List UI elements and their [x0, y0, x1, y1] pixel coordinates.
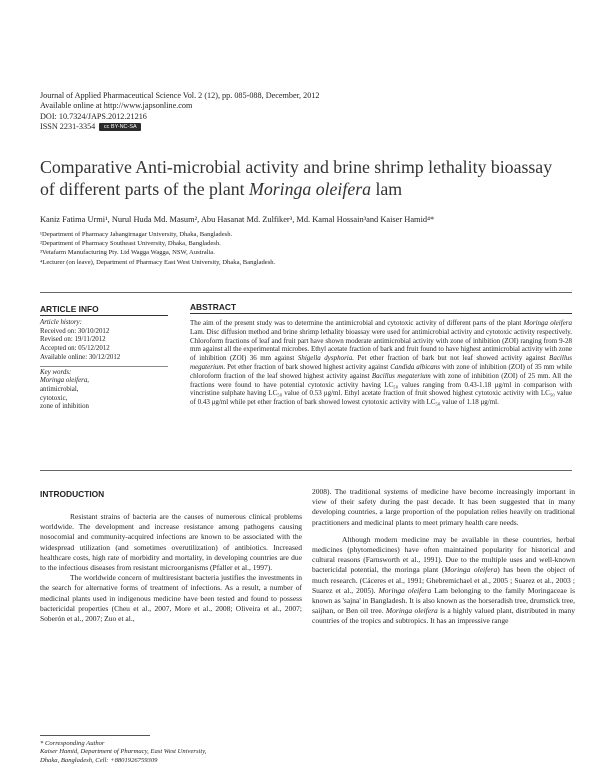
abstract-text: Lam. Disc diffusion method and brine shrimp lethality bioassay were used for antimicrobial activity and cytotoxic activity respectively. Chloroform fractions of leaf and fruit part have shown moderate antimicrobial activity with zone of inhibition (ZOI) ranging from 9-28 mm against all the experimental microbes. Ethyl acetate fraction of bark and fruit found to have highest antimicrobial activity with zone of inhibition (ZOI) 36 mm against: [190, 327, 572, 363]
intro-paragraph: [312, 535, 575, 627]
abstract-body: [190, 319, 572, 407]
keyword: cytotoxic,: [40, 394, 68, 402]
info-divider: [40, 366, 168, 367]
abstract-species: Shigella dysphoria.: [297, 354, 354, 363]
corresponding-author-footnote: [40, 740, 280, 765]
affiliation-3: ³Vetafarm Manufacturing Pty. Ltd Wagga Wagga, NSW, Australia.: [40, 249, 215, 257]
footnote-label: * Corresponding Author: [40, 740, 105, 747]
abstract-text: with zone of inhibition (ZOI) of 35 mm while chloroform fraction of the leaf showed highest activity against: [190, 362, 572, 380]
journal-issn-row: [40, 122, 440, 132]
intro-species: Moringa oleifera: [378, 585, 432, 595]
author-list: Kaniz Fatima Urmi¹, Nurul Huda Md. Masum², Abu Hasanat Md. Zulfiker³, Md. Kamal Hossain³and Kaiser Hamid⁴*: [40, 215, 435, 224]
footnote-line: Dhaka, Bangladesh, Cell: +8801926759309: [40, 756, 158, 764]
accepted-date: Accepted on: 05/12/2012: [40, 345, 110, 353]
footnote-line: Kaiser Hamid, Department of Pharmacy, East West University,: [40, 748, 207, 756]
keyword: Moringa oleifera,: [40, 377, 89, 385]
affiliation-1: ¹Department of Pharmacy Jahangirnagar University, Dhaka, Bangladesh.: [40, 231, 233, 238]
keywords-label: Key words:: [40, 368, 72, 376]
abstract-species: Candida albicans: [390, 362, 441, 371]
affiliations: [40, 230, 580, 267]
title-main: Comparative Anti-microbial activity and brine shrimp lethality bioassay of different parts of the plant: [40, 157, 553, 199]
article-info-heading: ARTICLE INFO: [40, 304, 99, 314]
journal-url[interactable]: Available online at http://www.japsonline.com: [40, 101, 193, 111]
abstract-species: Bacillus megaterium: [371, 371, 431, 380]
abstract-text: with zone of inhibition (ZOI) of 25 mm. All the fractions were found to have potential cytotoxic activity having LC₅₀ values ranging from 0.43-1.18 μg/ml in comparison with vincristine sulphate having LC₅₀ value of 0.53 μg/ml. Ethyl acetate fraction of fruit showed highest cytotoxic activity with LC₅₀ value of 0.43 μg/ml while pet ether fraction of bark showed lowest cytotoxic activity with LC₅₀ value of 1.18 μg/ml.: [190, 371, 573, 407]
abstract-species: Moringa oleifera: [523, 319, 572, 327]
paper-title: [40, 156, 570, 200]
body-column-left: [40, 512, 302, 624]
journal-header: [40, 91, 440, 132]
journal-doi[interactable]: DOI: 10.7324/JAPS.2012.21216: [40, 111, 147, 121]
license-badge[interactable]: cc BY-NC-SA: [99, 123, 141, 131]
body-column-right: [312, 487, 575, 627]
journal-citation: Journal of Applied Pharmaceutical Science Vol. 2 (12), pp. 085-088, December, 2012: [40, 91, 320, 100]
abstract-rule: [190, 313, 572, 314]
intro-text: Lam belonging to the family Moringaceae is known as 'sajna' in Bangladesh. It is also known as the horseradish tree, drumstick tree, saijhan, or Ben oil tree.: [312, 585, 576, 616]
top-divider: [40, 292, 572, 293]
abstract-text: Pet ether fraction of bark but not leaf showed activity against: [354, 354, 550, 363]
article-info: [40, 319, 168, 412]
abstract-text: Pet ether fraction of bark showed highest activity against: [225, 362, 391, 371]
revised-date: Revised on: 19/11/2012: [40, 336, 106, 344]
affiliation-4: ⁴Lecturer (on leave), Department of Pharmacy East West University, Dhaka, Bangladesh.: [40, 258, 276, 266]
keyword: zone of inhibition: [40, 403, 89, 411]
footnote-rule: [40, 735, 150, 736]
title-species: Moringa oleifera: [249, 179, 372, 199]
intro-paragraph: The worldwide concern of multiresistant bacteria justifies the investments in the search for alternative forms of treatment of infections. As a result, a number of medicinal plants used in indigenous medicine have been tested and found to possess bactericidal properties (Cheu et al., 2007, More et al., 2008; Oliveira et al., 2007; Soberón et al., 2007; Zuo et al.,: [40, 573, 302, 624]
intro-text: Although modern medicine may be available in these countries, herbal medicines (phytomedicines) have often maintained popularity for historical and cultural reasons (Farnsworth et al., 1991). Due to the multiple uses and well-known bactericidal potential, the moringa plant (: [312, 534, 575, 575]
intro-text: is a highly valued plant, distributed in many countries of the tropics and subtropics. It has an impressive range: [312, 606, 575, 626]
keyword: antimicrobial,: [40, 385, 79, 393]
introduction-heading: INTRODUCTION: [40, 489, 105, 499]
intro-paragraph: 2008). The traditional systems of medicine have become increasingly important in view of their safety during the past decade. It has been suggested that in many developing countries, a large proportion of the population relies heavily on traditional practitioners and medicinal plants to meet primary health care needs.: [312, 487, 575, 527]
title-tail: lam: [371, 179, 403, 199]
intro-species: Moringa oleifera: [444, 565, 498, 575]
article-info-rule: [40, 315, 168, 316]
bottom-divider: [40, 470, 572, 471]
available-date: Available online: 30/12/2012: [40, 353, 121, 361]
received-date: Received on: 30/10/2012: [40, 327, 110, 335]
intro-species: Moringa oleifera: [385, 606, 438, 616]
intro-text: ) has been the object of much research. (Cáceres et al., 1991; Ghebremichael et al., 2005 ; Suarez et al., 2003 ; Suarez et al., 2005).: [312, 565, 576, 595]
affiliation-2: ²Department of Pharmacy Southeast University, Dhaka, Bangladesh.: [40, 240, 221, 248]
journal-issn: ISSN 2231-3354: [40, 121, 96, 131]
abstract-text: The aim of the present study was to determine the antimicrobial and cytotoxic activity of different parts of the plant: [190, 319, 524, 327]
intro-paragraph: Resistant strains of bacteria are the causes of numerous clinical problems worldwide. The development and increase resistance among pathogens causing nosocomial and community-acquired infections are known to be associated with the widespread utilization (and sometimes overutilization) of antibiotics. Increased healthcare costs, high rate of morbidity and mortality, in developing countries are due to the infectious diseases from resistant microorganisms (Pfaller et al., 1997).: [40, 512, 302, 573]
abstract-species: Bacillus megaterium.: [190, 354, 572, 371]
history-label: Article history:: [40, 319, 82, 326]
abstract-heading: ABSTRACT: [190, 302, 237, 312]
